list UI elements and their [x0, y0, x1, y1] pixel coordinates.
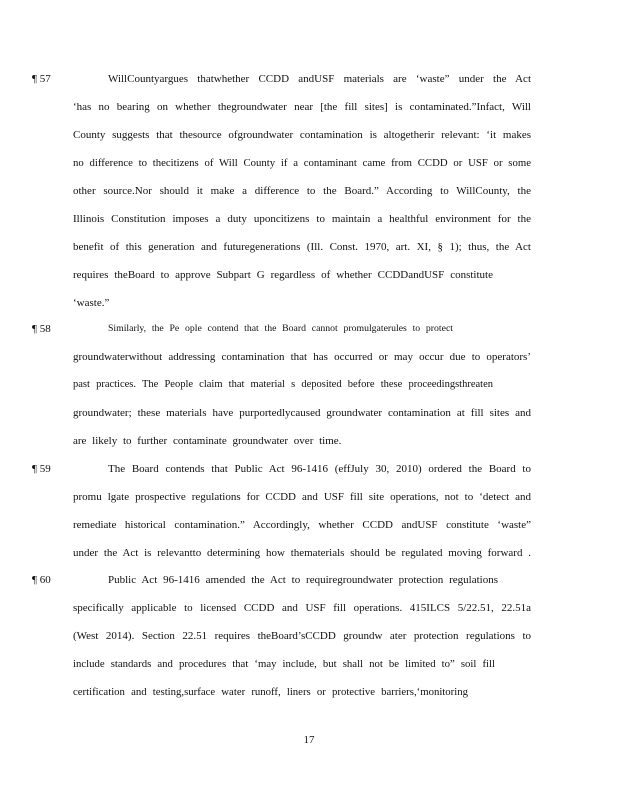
paragraph-number: ¶ 59 [32, 463, 51, 475]
text-line: Illinois Constitution imposes a duty uponcitizens to maintain a healthful environment for the [73, 213, 531, 225]
text-line: ‘has no bearing on whether thegroundwater near [the fill sites] is contaminated.”Infact, Will [73, 101, 531, 113]
text-line: Similarly, the Pe ople contend that the Board cannot promulgaterules to protect [108, 323, 453, 334]
paragraph-number: ¶ 57 [32, 73, 51, 85]
paragraph-number: ¶ 58 [32, 323, 51, 335]
text-line: ‘waste.” [73, 297, 110, 309]
text-line: past practices. The People claim that material s deposited before these proceedingsthreaten [73, 379, 493, 390]
text-line: (West 2014). Section 22.51 requires theBoard’sCCDD groundw ater protection regulations to [73, 630, 531, 642]
page-number: 17 [303, 734, 315, 746]
text-line: Public Act 96-1416 amended the Act to requiregroundwater protection regulations [108, 574, 498, 586]
text-line: WillCountyargues thatwhether CCDD andUSF materials are ‘waste” under the Act [108, 73, 531, 85]
text-line: are likely to further contaminate groundwater over time. [73, 435, 342, 447]
text-line: benefit of this generation and futuregenerations (Ill. Const. 1970, art. XI, § 1); thus, the Act [73, 241, 531, 253]
text-line: requires theBoard to approve Subpart G regardless of whether CCDDandUSF constitute [73, 269, 493, 281]
text-line: certification and testing,surface water runoff, liners or protective barriers,‘monitoring [73, 686, 468, 698]
text-line: promu lgate prospective regulations for CCDD and USF fill site operations, not to ‘detect and [73, 491, 531, 503]
text-line: other source.Nor should it make a difference to the Board.” According to WillCounty, the [73, 185, 531, 197]
paragraph-number: ¶ 60 [32, 574, 51, 586]
text-line: under the Act is relevantto determining how thematerials should be regulated moving forward . [73, 547, 531, 559]
text-line: specifically applicable to licensed CCDD and USF fill operations. 415ILCS 5/22.51, 22.51a [73, 602, 531, 614]
text-line: include standards and procedures that ‘may include, but shall not be limited to” soil fill [73, 658, 495, 670]
text-line: County suggests that thesource ofgroundwater contamination is altogetherir relevant: ‘it makes [73, 129, 531, 141]
text-line: groundwaterwithout addressing contamination that has occurred or may occur due to operators’ [73, 351, 531, 363]
text-line: no difference to thecitizens of Will County if a contaminant came from CCDD or USF or some [73, 157, 531, 169]
text-line: The Board contends that Public Act 96-1416 (effJuly 30, 2010) ordered the Board to [108, 463, 531, 475]
text-line: remediate historical contamination.” Accordingly, whether CCDD andUSF constitute ‘waste” [73, 519, 531, 531]
text-line: groundwater; these materials have purportedlycaused groundwater contamination at fill sites and [73, 407, 531, 419]
